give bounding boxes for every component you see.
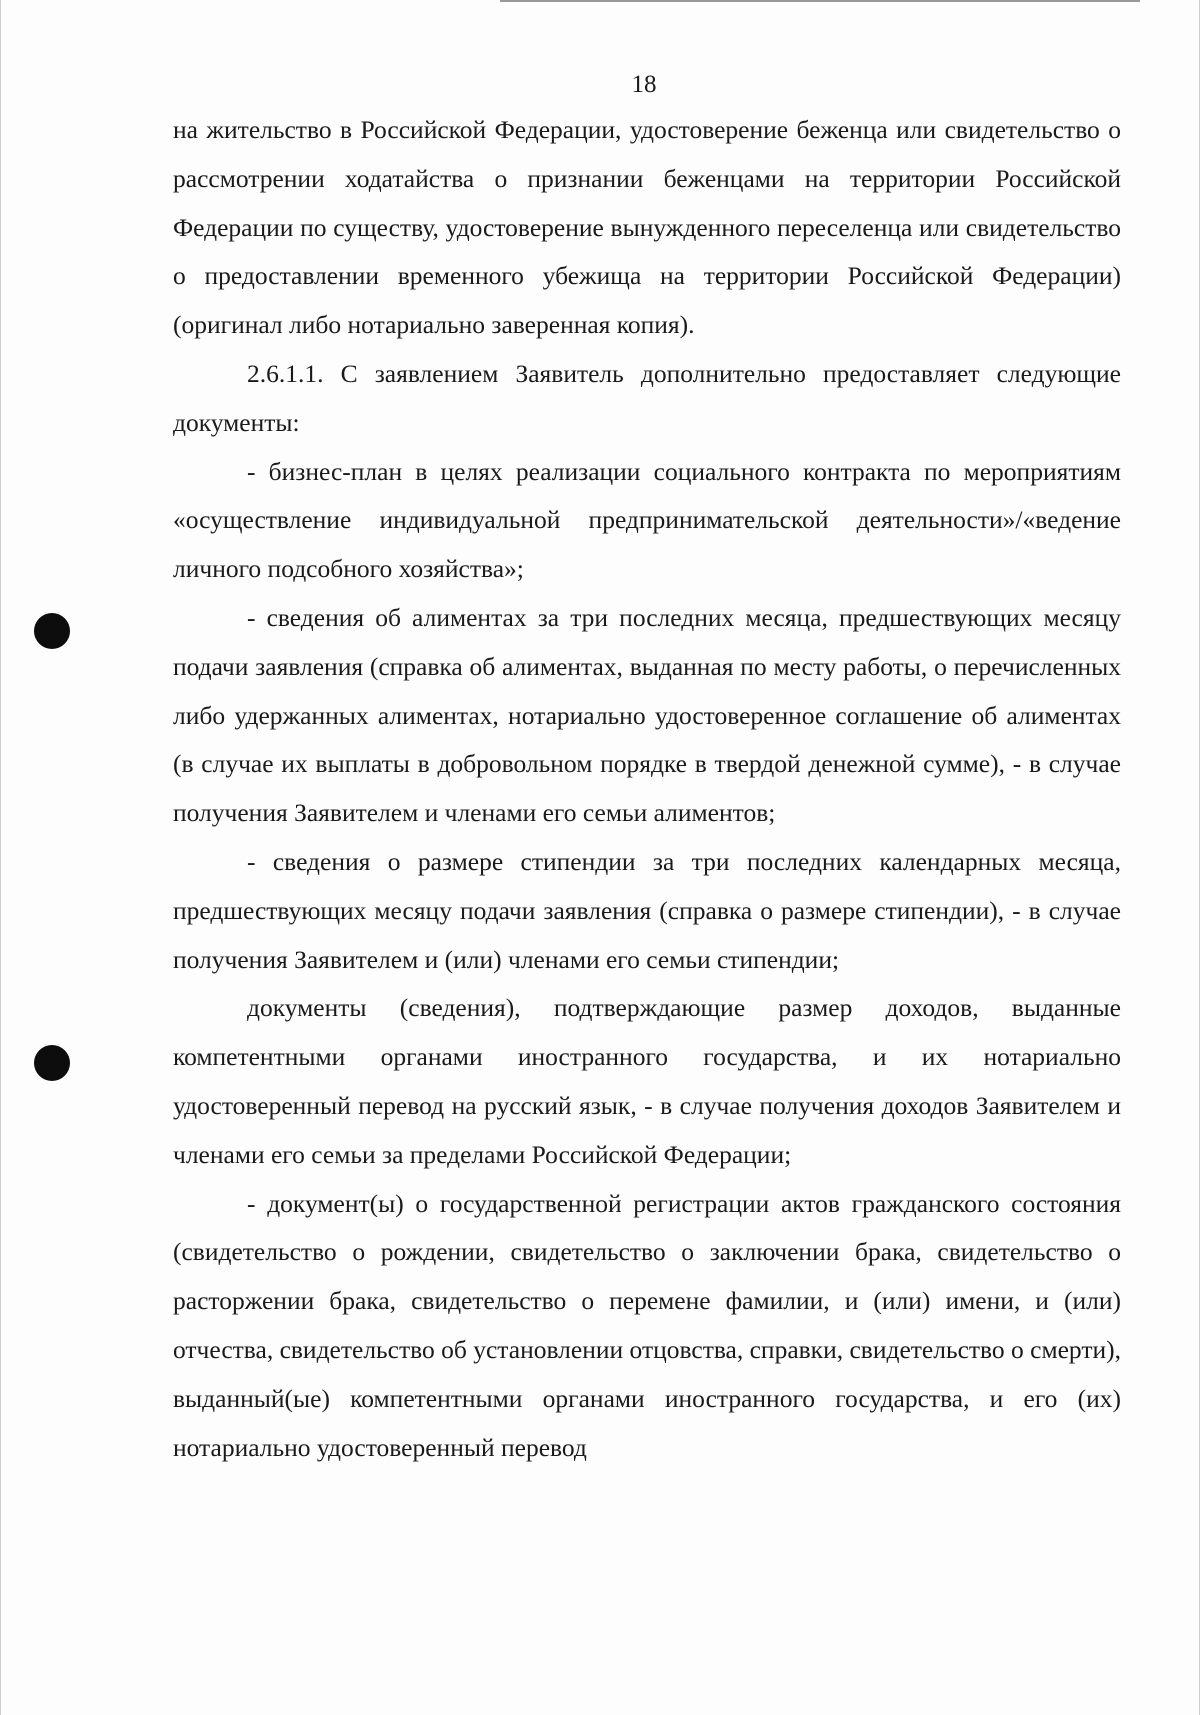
paragraph: - бизнес-план в целях реализации социального контракта по мероприятиям «осуществление индивидуальной предпринимательской деятельности»/«ведение личного подсобного хозяйства»; (173, 456, 1121, 584)
paragraph: - документ(ы) о государственной регистрации актов гражданского состояния (свидетельство о рождении, свидетельство о заключении брака, свидетельство о расторжении брака, свидетельство о перемене фамилии, и (или) имени, и (или) отчества, свидетельство об установлении отцовства, справки, свидетельство о смерти), выданный(ые) компетентными органами иностранного государства, и его (их) нотариально удостоверенный перевод (173, 1188, 1122, 1462)
document-body (173, 106, 1121, 1472)
paragraph: - сведения об алиментах за три последних месяца, предшествующих месяцу подачи заявления (справка об алиментах, выданная по месту работы, о перечисленных либо удержанных алиментах, нотариально удостоверенное соглашение об алиментах (в случае их выплаты в добровольном порядке в твердой денежной сумме), - в случае получения Заявителем и членами его семьи алиментов; (173, 602, 1121, 828)
scan-edge-left (0, 0, 1, 1715)
paragraph: - сведения о размере стипендии за три последних календарных месяца, предшествующих месяцу подачи заявления (справка о размере стипендии), - в случае получения Заявителем и (или) членами его семьи стипендии; (173, 846, 1121, 974)
paragraph: на жительство в Российской Федерации, удостоверение беженца или свидетельство о рассмотрении ходатайства о признании беженцами на территории Российской Федерации по существу, удостоверение вынужденного переселенца или свидетельство о предоставлении временного убежища на территории Российской Федерации) (оригинал либо нотариально заверенная копия). (173, 115, 1121, 340)
paragraph: 2.6.1.1. С заявлением Заявитель дополнительно предоставляет следующие документы: (173, 358, 1121, 437)
scan-edge-top (500, 0, 1140, 2)
page-number: 18 (631, 71, 657, 98)
punch-hole-icon (34, 613, 70, 649)
punch-hole-icon (34, 1045, 70, 1081)
paragraph: документы (сведения), подтверждающие размер доходов, выданные компетентными органами иностранного государства, и их нотариально удостоверенный перевод на русский язык, - в случае получения доходов Заявителем и членами его семьи за пределами Российской Федерации; (173, 993, 1121, 1169)
